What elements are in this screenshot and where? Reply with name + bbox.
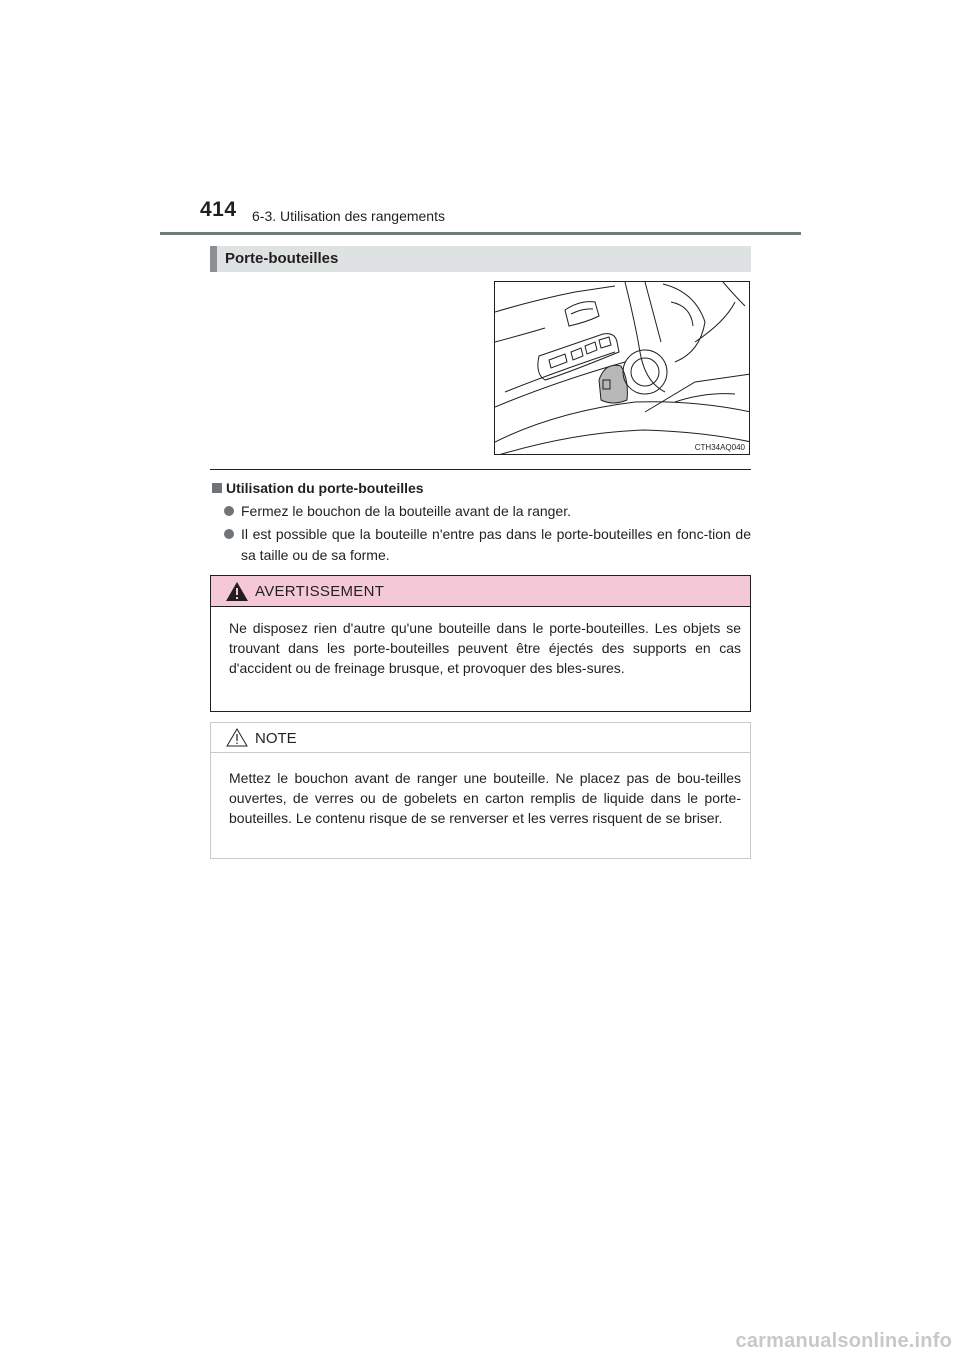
bottle-holder-illustration <box>494 281 750 455</box>
watermark: carmanualsonline.info <box>735 1330 952 1352</box>
circle-bullet-icon <box>224 529 234 539</box>
warning-icon <box>226 582 248 601</box>
warning-box <box>210 575 751 712</box>
note-box <box>210 722 751 859</box>
page-number: 414 <box>200 198 237 221</box>
usage-bullet-text: Fermez le bouchon de la bouteille avant de la ranger. <box>241 503 571 519</box>
section-rule <box>210 469 751 470</box>
circle-bullet-icon <box>224 506 234 516</box>
header-rule <box>160 232 801 235</box>
note-text: Mettez le bouchon avant de ranger une bouteille. Ne placez pas de bou-teilles ouvertes, de verres ou de gobelets en carton remplis de liquide dans le porte-bouteilles. Le contenu risque de se renverser et les verres risquent de se briser. <box>229 770 741 826</box>
section-heading <box>210 246 751 272</box>
usage-bullet <box>224 501 751 522</box>
warning-label: AVERTISSEMENT <box>255 583 385 600</box>
usage-heading-text: Utilisation du porte-bouteilles <box>226 480 424 496</box>
note-header <box>211 723 750 753</box>
caution-outline-icon <box>226 728 248 747</box>
usage-bullet-text: Il est possible que la bouteille n'entre pas dans le porte-bouteilles en fonc-tion de sa taille ou de sa forme. <box>241 526 751 563</box>
heading-accent <box>210 246 217 272</box>
warning-text: Ne disposez rien d'autre qu'une bouteille dans le porte-bouteilles. Les objets se trouvant dans les porte-bouteilles peuvent être éjectés des supports en cas d'accident ou de freinage brusque, et provoquer des bles-sures. <box>229 620 741 676</box>
note-label: NOTE <box>255 730 297 747</box>
section-heading-label: Porte-bouteilles <box>225 250 339 267</box>
section-title: 6-3. Utilisation des rangements <box>252 208 445 224</box>
warning-header <box>211 576 750 607</box>
car-interior-drawing <box>495 282 750 455</box>
usage-heading <box>210 480 424 496</box>
illustration-code: CTH34AQ040 <box>694 443 745 452</box>
square-bullet-icon <box>212 483 222 493</box>
usage-bullet <box>224 524 751 566</box>
